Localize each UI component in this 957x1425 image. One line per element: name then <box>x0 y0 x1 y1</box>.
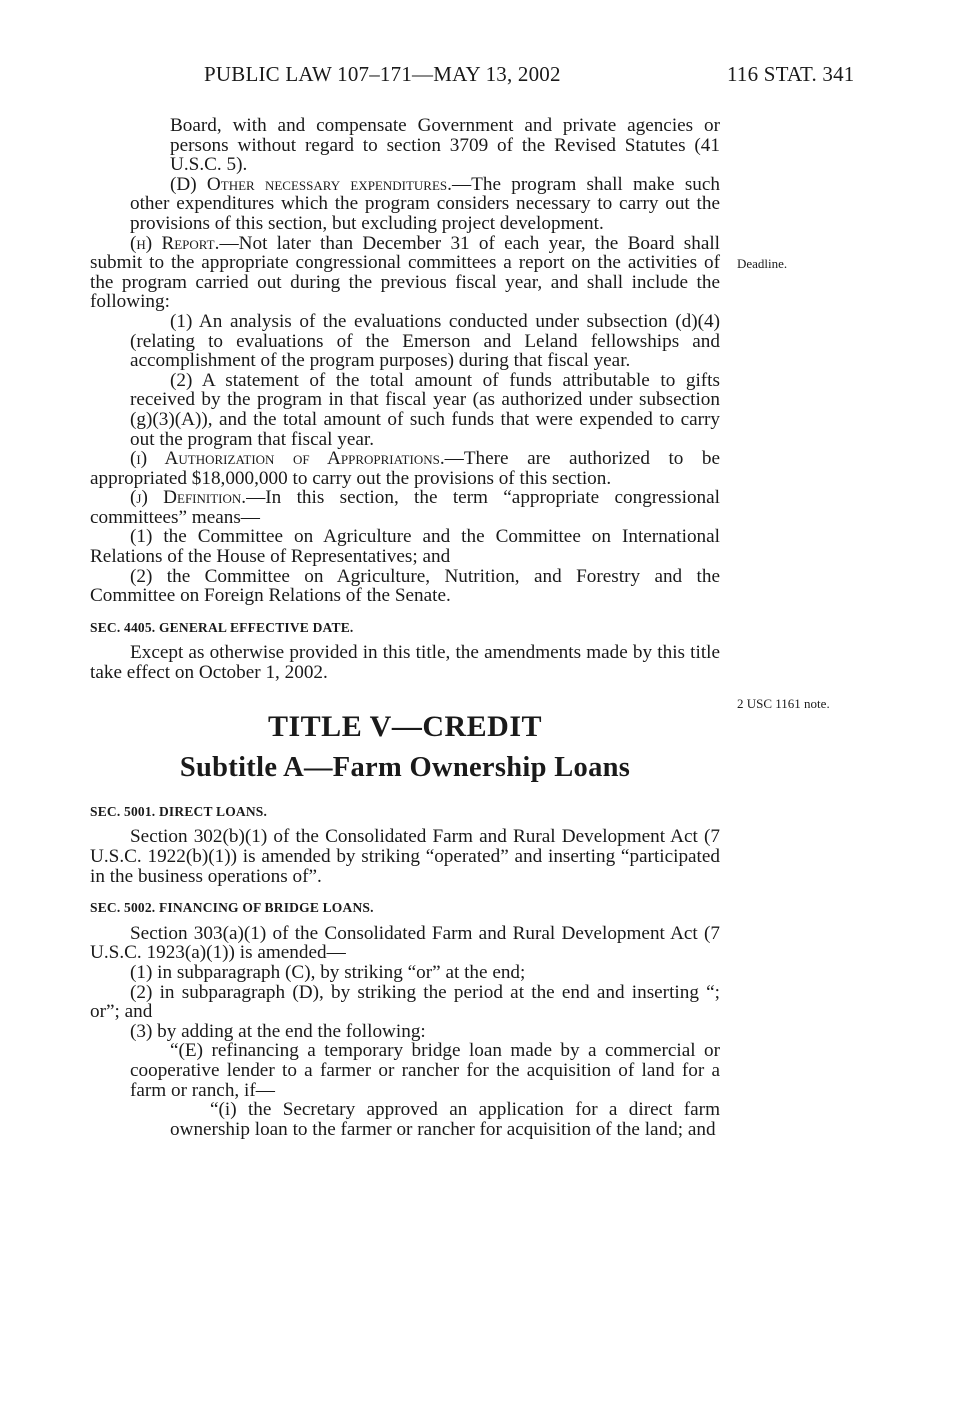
paragraph-authorization <box>90 449 720 488</box>
text-authorization: —There are authorized to be appropriated $18,000,000 to carry out the provisions of this section. <box>90 448 720 489</box>
paragraph-definition-item-1: (1) the Committee on Agriculture and the Committee on International Relations of the House of Representatives; and <box>90 526 720 568</box>
heading-other-expenditures: (D) Other necessary expenditures. <box>170 173 452 195</box>
heading-authorization: (i) Authorization of Appropriations. <box>130 448 445 470</box>
paragraph-clause-i: “(i) the Secretary approved an application for a direct farm ownership loan to the farmer or rancher for acquisition of the land; and <box>170 1099 720 1140</box>
paragraph-other-expenditures <box>90 175 720 234</box>
paragraph-bridge-item-3: (3) by adding at the end the following: <box>130 1020 426 1042</box>
paragraph-bridge-item-1: (1) in subparagraph (C), by striking “or” at the end; <box>130 961 526 983</box>
title-heading: TITLE V—CREDIT <box>267 709 543 743</box>
text-report: —Not later than December 31 of each year, the Board shall submit to the appropriate congressional committees a report on the activities of the program carried out during the previous fiscal year, and shall include the following: <box>90 232 720 313</box>
paragraph-bridge-loans: Section 303(a)(1) of the Consolidated Farm and Rural Development Act (7 U.S.C. 1923(a)(1)) is amended— <box>90 922 720 964</box>
text-other-expenditures: —The program shall make such other expenditures which the program considers necessary to carry out the provisions of this section, but excluding project development. <box>130 173 721 234</box>
page-number-stat: 116 STAT. 341 <box>727 62 855 86</box>
running-header-left: PUBLIC LAW 107–171—MAY 13, 2002 <box>204 62 561 86</box>
paragraph-definition-item-2: (2) the Committee on Agriculture, Nutrition, and Forestry and the Committee on Foreign Relations of the Senate. <box>90 565 720 607</box>
text-definition: —In this section, the term “appropriate congressional committees” means— <box>90 487 720 528</box>
margin-note-usc: 2 USC 1161 note. <box>737 696 830 711</box>
paragraph-direct-loans: Section 302(b)(1) of the Consolidated Farm and Rural Development Act (7 U.S.C. 1922(b)(1)) is amended by striking “operated” and inserting “participated in the business operations of”. <box>90 826 720 887</box>
paragraph-subparagraph-e: “(E) refinancing a temporary bridge loan made by a commercial or cooperative lender to a farmer or rancher for the acquisition of land for a farm or ranch, if— <box>130 1040 720 1101</box>
margin-note-deadline: Deadline. <box>737 256 788 271</box>
section-heading-4405: SEC. 4405. GENERAL EFFECTIVE DATE. <box>90 619 354 635</box>
paragraph-definition <box>90 488 720 527</box>
paragraph-board-compensate: Board, with and compensate Government and private agencies or persons without regard to section 3709 of the Revised Statutes (41 U.S.C. 5). <box>170 115 720 176</box>
document-body <box>90 116 720 1139</box>
paragraph-bridge-item-2: (2) in subparagraph (D), by striking the period at the end and inserting “; or”; and <box>90 981 720 1023</box>
heading-definition: (j) Definition. <box>130 487 247 509</box>
section-heading-5001: SEC. 5001. DIRECT LOANS. <box>90 803 268 819</box>
section-heading-5002: SEC. 5002. FINANCING OF BRIDGE LOANS. <box>90 900 374 916</box>
paragraph-report-item-1: (1) An analysis of the evaluations conducted under subsection (d)(4) (relating to evaluations of the Emerson and Leland fellowships and accomplishment of the program purposes) during that fiscal year. <box>130 310 720 372</box>
paragraph-report-item-2: (2) A statement of the total amount of funds attributable to gifts received by the program in that fiscal year (as authorized under subsection (g)(3)(A)), and the total amount of such funds that were expended to carry out the program that fiscal year. <box>130 369 720 450</box>
heading-report: (h) Report. <box>130 232 220 254</box>
subtitle-heading: Subtitle A—Farm Ownership Loans <box>179 752 631 784</box>
paragraph-report <box>90 234 720 312</box>
paragraph-effective-date: Except as otherwise provided in this title, the amendments made by this title take effect on October 1, 2002. <box>90 642 720 684</box>
